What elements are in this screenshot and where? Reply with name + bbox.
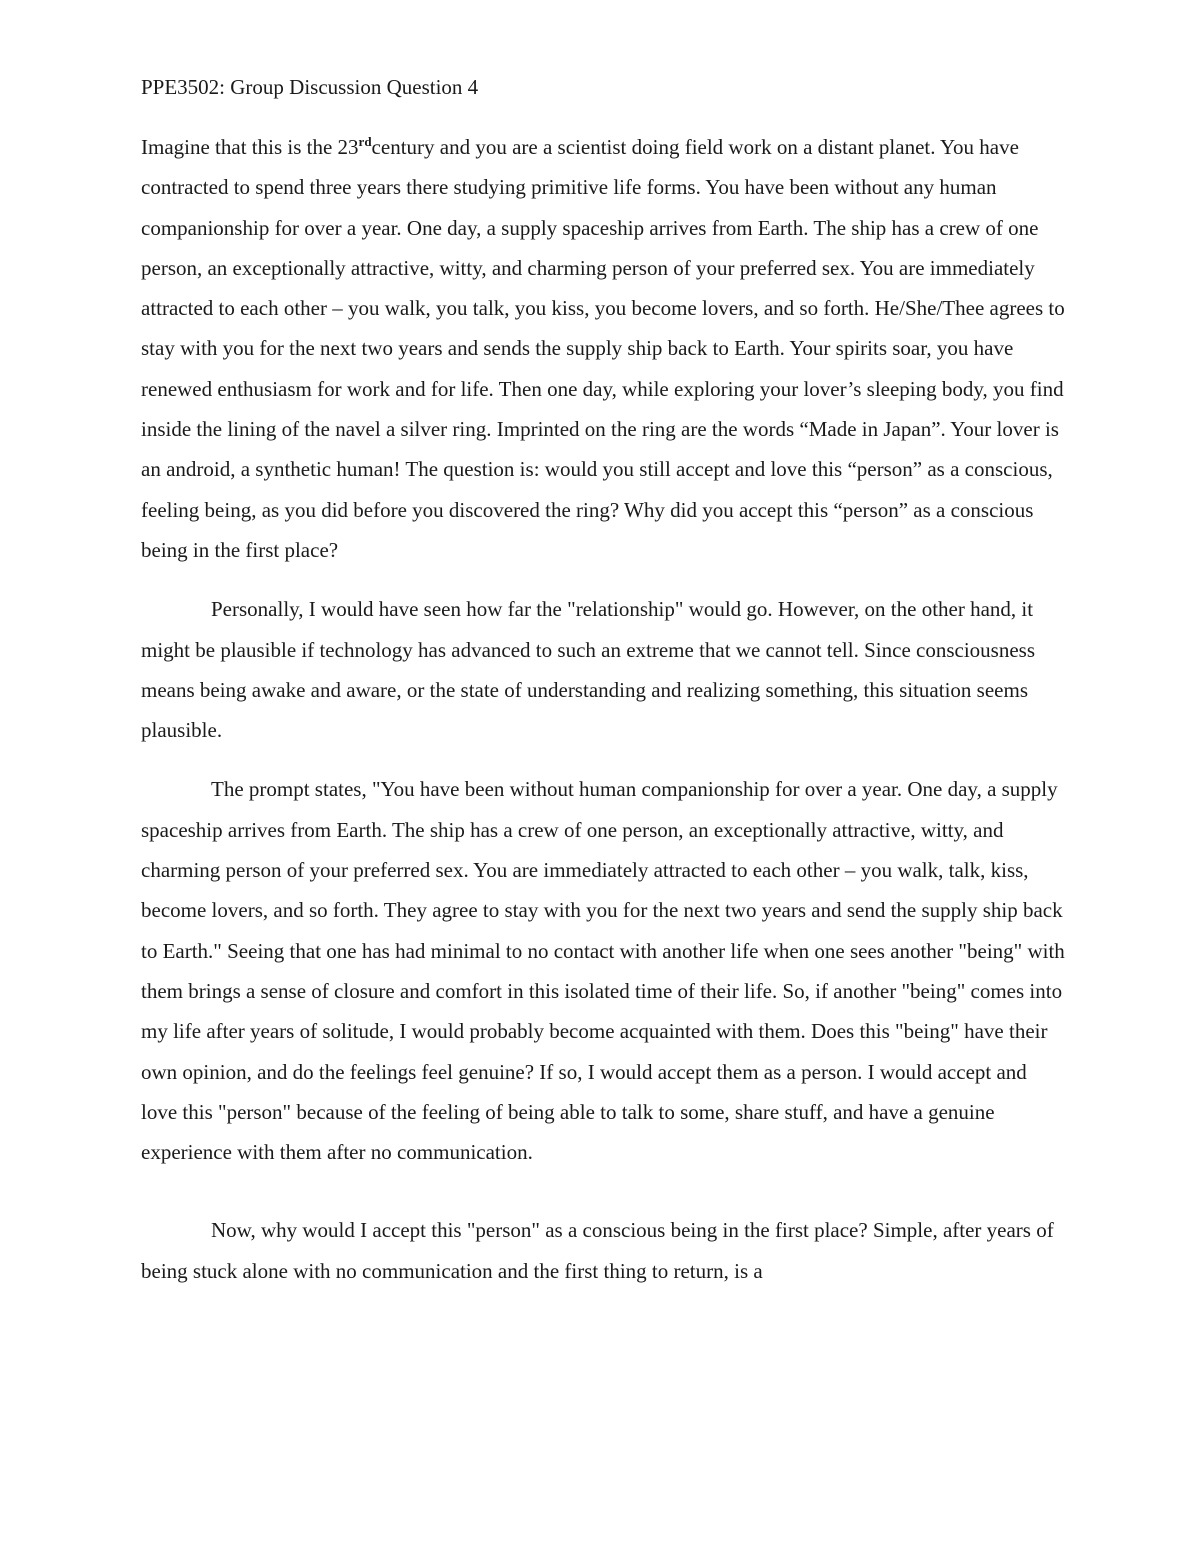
prompt-text-start: Imagine that this is the 23	[141, 135, 359, 159]
document-body	[141, 72, 1066, 1291]
response-paragraph-3: Now, why would I accept this "person" as a conscious being in the first place? Simple, after years of being stuck alone with no communication and the first thing to return, is a	[141, 1218, 1054, 1283]
document-title: PPE3502: Group Discussion Question 4	[141, 75, 479, 99]
response-paragraph-1: Personally, I would have seen how far the "relationship" would go. However, on the other hand, it might be plausible if technology has advanced to such an extreme that we cannot tell. Since consciousness means being awake and aware, or the state of understanding and realizing something, this situation seems plausible.	[141, 597, 1035, 743]
response-paragraph-2: The prompt states, "You have been without human companionship for over a year. One day, a supply spaceship arrives from Earth. The ship has a crew of one person, an exceptionally attractive, witty, and charming person of your preferred sex. You are immediately attracted to each other – you walk, talk, kiss, become lovers, and so forth. They agree to stay with you for the next two years and send the supply ship back to Earth." Seeing that one has had minimal to no contact with another life when one sees another "being" with them brings a sense of closure and comfort in this isolated time of their life. So, if another "being" comes into my life after years of solitude, I would probably become acquainted with them. Does this "being" have their own opinion, and do the feelings feel genuine? If so, I would accept them as a person. I would accept and love this "person" because of the feeling of being able to talk to some, share stuff, and have a genuine experience with them after no communication.	[141, 777, 1065, 1165]
prompt-text-rest: century and you are a scientist doing field work on a distant planet. You have contracted to spend three years there studying primitive life forms. You have been without any human companionship for over a year. One day, a supply spaceship arrives from Earth. The ship has a crew of one person, an exceptionally attractive, witty, and charming person of your preferred sex. You are immediately attracted to each other – you walk, you talk, you kiss, you become lovers, and so forth. He/She/Thee agrees to stay with you for the next two years and sends the supply ship back to Earth. Your spirits soar, you have renewed enthusiasm for work and for life. Then one day, while exploring your lover’s sleeping body, you find inside the lining of the navel a silver ring. Imprinted on the ring are the words “Made in Japan”. Your lover is an android, a synthetic human! The question is: would you still accept and love this “person” as a conscious, feeling being, as you did before you discovered the ring? Why did you accept this “person” as a conscious being in the first place?	[141, 135, 1065, 562]
prompt-paragraph	[141, 127, 1066, 570]
ordinal-superscript: rd	[358, 134, 372, 149]
